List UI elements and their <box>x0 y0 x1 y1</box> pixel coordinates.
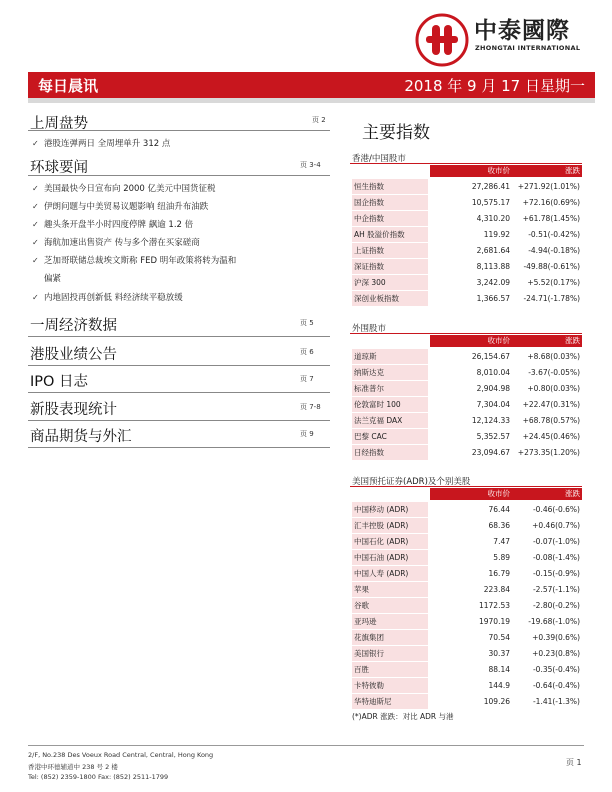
toc-bullet: ✓ 内地固投再创新低 料经济续平稳放缓 <box>32 293 183 303</box>
check-icon: ✓ <box>32 256 39 265</box>
price-change: -49.88(-0.61%) <box>523 262 580 271</box>
table-row <box>350 381 582 396</box>
price-change: -24.71(-1.78%) <box>523 294 580 303</box>
close-price: 119.92 <box>483 230 510 239</box>
table-row <box>350 502 582 517</box>
toc-section-title[interactable]: 新股表现统计 <box>30 402 117 418</box>
check-icon: ✓ <box>32 293 39 302</box>
index-name: 伦敦富时 100 <box>352 397 428 412</box>
toc-bullet-continued: 偏紧 <box>44 274 62 284</box>
index-name: 深创业板指数 <box>352 291 428 306</box>
price-change: +273.35(1.20%) <box>517 448 580 457</box>
index-name: 卡特彼勒 <box>352 678 428 693</box>
table-row <box>350 349 582 364</box>
index-name: 苹果 <box>352 582 428 597</box>
close-price: 8,113.88 <box>476 262 510 271</box>
close-price: 8,010.04 <box>476 368 510 377</box>
index-name: 道琼斯 <box>352 349 428 364</box>
close-price: 68.36 <box>488 521 510 530</box>
price-change: +68.78(0.57%) <box>522 416 580 425</box>
table-row <box>350 694 582 709</box>
divider <box>28 392 330 393</box>
price-change: +24.45(0.46%) <box>522 432 580 441</box>
index-name: 纳斯达克 <box>352 365 428 380</box>
index-name: 标准普尔 <box>352 381 428 396</box>
toc-page-ref: 页 2 <box>312 116 326 124</box>
index-name: 亚玛逊 <box>352 614 428 629</box>
price-change: +5.52(0.17%) <box>527 278 580 287</box>
index-name: 上证指数 <box>352 243 428 258</box>
index-name: 法兰克福 DAX <box>352 413 428 428</box>
toc-section-title[interactable]: IPO 日志 <box>30 374 89 390</box>
close-price: 144.9 <box>488 681 510 690</box>
close-price: 1970.19 <box>478 617 510 626</box>
check-icon: ✓ <box>32 220 39 229</box>
column-header-change: 涨跌 <box>510 165 582 177</box>
divider <box>28 175 330 176</box>
table-row <box>350 259 582 274</box>
price-change: -0.07(-1.0%) <box>532 537 580 546</box>
index-name: 中国石油 (ADR) <box>352 550 428 565</box>
check-icon: ✓ <box>32 238 39 247</box>
table-row <box>350 662 582 677</box>
divider <box>28 336 330 337</box>
report-date: 2018 年 9 月 17 日星期一 <box>404 77 585 95</box>
price-change: -0.08(-1.4%) <box>532 553 580 562</box>
toc-bullet: ✓ 趣头条开盘半小时四度停牌 飙逾 1.2 倍 <box>32 220 194 230</box>
close-price: 223.84 <box>483 585 510 594</box>
toc-bullet: ✓ 伊朗问题与中美贸易议题影响 纽油升布油跌 <box>32 202 209 212</box>
index-name: 百胜 <box>352 662 428 677</box>
footer-contact: Tel: (852) 2359-1800 Fax: (852) 2511-1799 <box>28 773 169 781</box>
index-name: 中国石化 (ADR) <box>352 534 428 549</box>
column-header-price: 收市价 <box>430 335 510 347</box>
page-number: 页 1 <box>566 758 582 767</box>
close-price: 109.26 <box>483 697 510 706</box>
check-icon: ✓ <box>32 202 39 211</box>
table-row <box>350 518 582 533</box>
table-row <box>350 365 582 380</box>
index-name: 中国移动 (ADR) <box>352 502 428 517</box>
toc-page-ref: 页 7-8 <box>300 403 321 411</box>
close-price: 30.37 <box>488 649 510 658</box>
close-price: 88.14 <box>488 665 510 674</box>
price-change: +0.23(0.8%) <box>532 649 580 658</box>
toc-section-title[interactable]: 港股业绩公告 <box>30 347 117 363</box>
toc-page-ref: 页 9 <box>300 430 314 438</box>
index-name: 中企指数 <box>352 211 428 226</box>
divider <box>28 130 330 131</box>
index-name: 美国银行 <box>352 646 428 661</box>
close-price: 3,242.09 <box>476 278 510 287</box>
table-header <box>350 165 582 177</box>
toc-page-ref: 页 3-4 <box>300 161 321 169</box>
price-change: +0.80(0.03%) <box>527 384 580 393</box>
price-change: +72.16(0.69%) <box>522 198 580 207</box>
check-icon: ✓ <box>32 184 39 193</box>
table-row <box>350 211 582 226</box>
index-name: 华特迪斯尼 <box>352 694 428 709</box>
logo-name-cn: 中泰國際 <box>474 18 570 44</box>
price-change: +0.39(0.6%) <box>532 633 580 642</box>
divider <box>28 447 330 448</box>
toc-section-title[interactable]: 上周盘势 <box>30 116 88 132</box>
price-change: -0.46(-0.6%) <box>532 505 580 514</box>
index-name: 恒生指数 <box>352 179 428 194</box>
close-price: 70.54 <box>488 633 510 642</box>
price-change: -3.67(-0.05%) <box>528 368 580 377</box>
toc-bullet: ✓ 美国最快今日宣布向 2000 亿美元中国货征税 <box>32 184 216 194</box>
toc-section-title[interactable]: 商品期货与外汇 <box>30 429 132 445</box>
close-price: 26,154.67 <box>471 352 510 361</box>
divider <box>28 420 330 421</box>
index-name: 巴黎 CAC <box>352 429 428 444</box>
index-name: 深证指数 <box>352 259 428 274</box>
table-row <box>350 678 582 693</box>
table-row <box>350 566 582 581</box>
logo-name-en: ZHONGTAI INTERNATIONAL <box>475 44 581 52</box>
close-price: 5.89 <box>493 553 510 562</box>
price-change: -19.68(-1.0%) <box>528 617 580 626</box>
index-name: 中国人寿 (ADR) <box>352 566 428 581</box>
index-name: 国企指数 <box>352 195 428 210</box>
report-title: 每日晨讯 <box>38 77 99 95</box>
close-price: 5,352.57 <box>476 432 510 441</box>
close-price: 4,310.20 <box>476 214 510 223</box>
table-row <box>350 445 582 460</box>
price-change: -2.57(-1.1%) <box>532 585 580 594</box>
index-name: 沪深 300 <box>352 275 428 290</box>
price-change: +0.46(0.7%) <box>532 521 580 530</box>
close-price: 7.47 <box>493 537 510 546</box>
toc-bullet: ✓ 海航加速出售资产 传与多个潜在买家磋商 <box>32 238 200 248</box>
adr-footnote: (*)ADR 涨跌：对比 ADR 与港 <box>352 712 454 721</box>
header-banner <box>28 72 595 98</box>
price-change: +271.92(1.01%) <box>517 182 580 191</box>
table-row <box>350 429 582 444</box>
column-header-price: 收市价 <box>430 165 510 177</box>
index-name: 花旗集团 <box>352 630 428 645</box>
table-row <box>350 646 582 661</box>
close-price: 2,681.64 <box>476 246 510 255</box>
table-row <box>350 195 582 210</box>
table-group-divider <box>350 163 582 164</box>
footer-address-en: 2/F, No.238 Des Voeux Road Central, Central, Hong Kong <box>28 751 214 759</box>
close-price: 1,366.57 <box>476 294 510 303</box>
price-change: -1.41(-1.3%) <box>532 697 580 706</box>
table-row <box>350 534 582 549</box>
close-price: 76.44 <box>488 505 510 514</box>
index-name: 汇丰控股 (ADR) <box>352 518 428 533</box>
close-price: 12,124.33 <box>471 416 510 425</box>
toc-section-title[interactable]: 一周经济数据 <box>30 318 117 334</box>
close-price: 10,575.17 <box>471 198 510 207</box>
table-group-divider <box>350 486 582 487</box>
price-change: +8.68(0.03%) <box>527 352 580 361</box>
table-header <box>350 488 582 500</box>
price-change: -0.35(-0.4%) <box>532 665 580 674</box>
toc-bullet: ✓ 港股连弹两日 全周埋单升 312 点 <box>32 139 171 149</box>
price-change: +22.47(0.31%) <box>522 400 580 409</box>
toc-section-title[interactable]: 环球要闻 <box>30 160 88 176</box>
toc-page-ref: 页 7 <box>300 375 314 383</box>
price-change: -0.15(-0.9%) <box>532 569 580 578</box>
table-row <box>350 598 582 613</box>
table-row <box>350 413 582 428</box>
table-group-title: 外围股市 <box>352 324 387 334</box>
table-row <box>350 630 582 645</box>
table-group-divider <box>350 333 582 334</box>
table-row <box>350 179 582 194</box>
index-name: AH 股溢价指数 <box>352 227 428 242</box>
toc-page-ref: 页 6 <box>300 348 314 356</box>
table-group-title: 美国预托证券(ADR)及个别美股 <box>352 477 471 487</box>
price-change: -2.80(-0.2%) <box>532 601 580 610</box>
table-row <box>350 550 582 565</box>
price-change: -4.94(-0.18%) <box>528 246 580 255</box>
price-change: -0.64(-0.4%) <box>532 681 580 690</box>
footer-address-cn: 香港中环德辅道中 238 号 2 楼 <box>28 763 118 771</box>
price-change: +61.78(1.45%) <box>522 214 580 223</box>
column-header-price: 收市价 <box>430 488 510 500</box>
index-name: 日经指数 <box>352 445 428 460</box>
table-row <box>350 614 582 629</box>
toc-bullet: ✓ 芝加哥联储总裁埃文斯称 FED 明年政策将转为温和 <box>32 256 237 266</box>
close-price: 2,904.98 <box>476 384 510 393</box>
footer-divider <box>28 745 584 746</box>
column-header-change: 涨跌 <box>510 488 582 500</box>
table-row <box>350 397 582 412</box>
price-change: -0.51(-0.42%) <box>528 230 580 239</box>
logo-emblem-icon <box>415 13 469 67</box>
table-row <box>350 275 582 290</box>
close-price: 1172.53 <box>478 601 510 610</box>
table-group-title: 香港/中国股市 <box>352 154 406 164</box>
table-row <box>350 582 582 597</box>
table-row <box>350 227 582 242</box>
close-price: 7,304.04 <box>476 400 510 409</box>
check-icon: ✓ <box>32 139 39 148</box>
close-price: 16.79 <box>488 569 510 578</box>
column-header-change: 涨跌 <box>510 335 582 347</box>
table-row <box>350 291 582 306</box>
table-row <box>350 243 582 258</box>
main-indices-title: 主要指数 <box>362 123 430 143</box>
banner-shadow <box>28 98 595 103</box>
index-name: 谷歌 <box>352 598 428 613</box>
toc-page-ref: 页 5 <box>300 319 314 327</box>
divider <box>28 365 330 366</box>
close-price: 23,094.67 <box>471 448 510 457</box>
table-header <box>350 335 582 347</box>
close-price: 27,286.41 <box>471 182 510 191</box>
